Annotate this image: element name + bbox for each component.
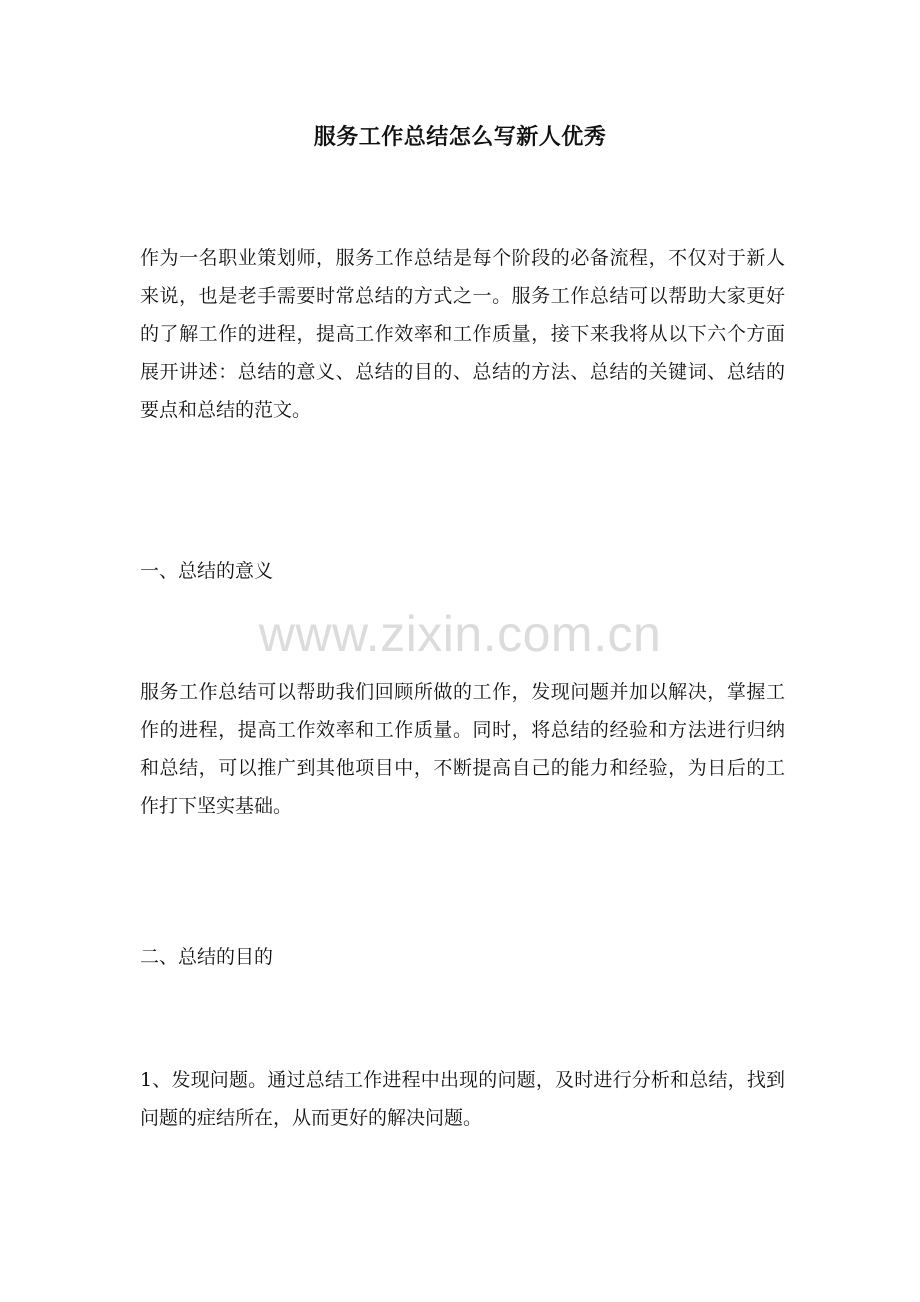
purpose-item-1: 1、发现问题。通过总结工作进程中出现的问题，及时进行分析和总结，找到问题的症结所在，从而更好的解决问题。 [140, 1069, 785, 1129]
section-heading-significance: 一、总结的意义 [140, 560, 274, 582]
intro-paragraph: 作为一名职业策划师，服务工作总结是每个阶段的必备流程，不仅对于新人来说，也是老手需要时常总结的方式之一。服务工作总结可以帮助大家更好的了解工作的进程，提高工作效率和工作质量，接下来我将从以下六个方面展开讲述：总结的意义、总结的目的、总结的方法、总结的关键词、总结的要点和总结的范文。 [140, 247, 785, 421]
document-title: 服务工作总结怎么写新人优秀 [313, 124, 607, 150]
watermark: www.zixin.com.cn [258, 606, 662, 662]
section-heading-purpose: 二、总结的目的 [140, 946, 274, 968]
section-body-significance: 服务工作总结可以帮助我们回顾所做的工作，发现问题并加以解决，掌握工作的进程，提高工作效率和工作质量。同时，将总结的经验和方法进行归纳和总结，可以推广到其他项目中，不断提高自己的能力和经验，为日后的工作打下坚实基础。 [140, 681, 785, 817]
